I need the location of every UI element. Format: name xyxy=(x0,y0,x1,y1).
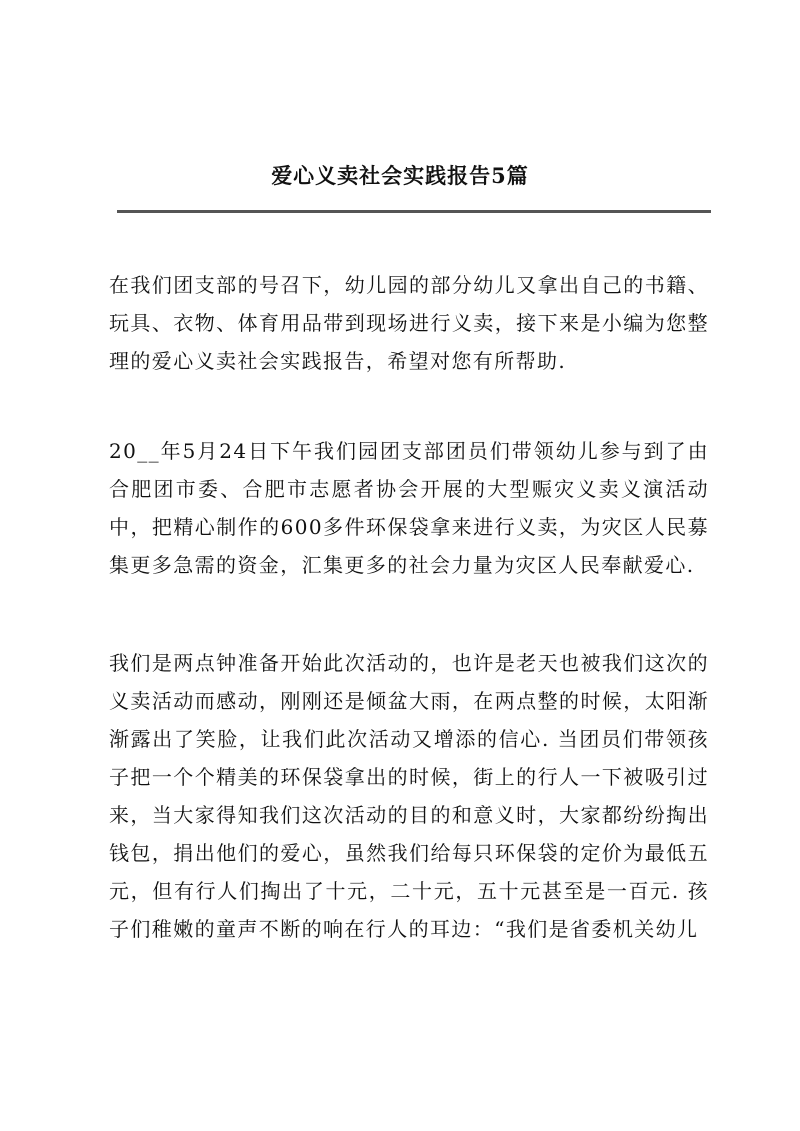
title-divider xyxy=(117,210,711,213)
paragraph-activity: 我们是两点钟准备开始此次活动的，也许是老天也被我们这次的义卖活动而感动，刚刚还是倾盆大雨，在两点整的时候，太阳渐渐露出了笑脸，让我们此次活动又增添的信心. 当团员们带领孩子把一个个精美的环保袋拿出的时候，街上的行人一下被吸引过来，当大家得知我们这次活动的目的和意义时，大家都纷纷掏出钱包，捐出他们的爱心，虽然我们给每只环保袋的定价为最低五元，但有行人们掏出了十元，二十元，五十元甚至是一百元. 孩子们稚嫩的童声不断的响在行人的耳边：“我们是省委机关幼儿 xyxy=(109,651,709,941)
paragraph-event: 20__年5月24日下午我们园团支部团员们带领幼儿参与到了由合肥团市委、合肥市志愿者协会开展的大型赈灾义卖义演活动中，把精心制作的600多件环保袋拿来进行义卖，为灾区人民募集更多急需的资金，汇集更多的社会力量为灾区人民奉献爱心. xyxy=(109,439,709,577)
document-title: 爱心义卖社会实践报告5篇 xyxy=(271,163,529,188)
paragraph-intro: 在我们团支部的号召下，幼儿园的部分幼儿又拿出自己的书籍、玩具、衣物、体育用品带到现场进行义卖，接下来是小编为您整理的爱心义卖社会实践报告，希望对您有所帮助. xyxy=(109,273,709,373)
